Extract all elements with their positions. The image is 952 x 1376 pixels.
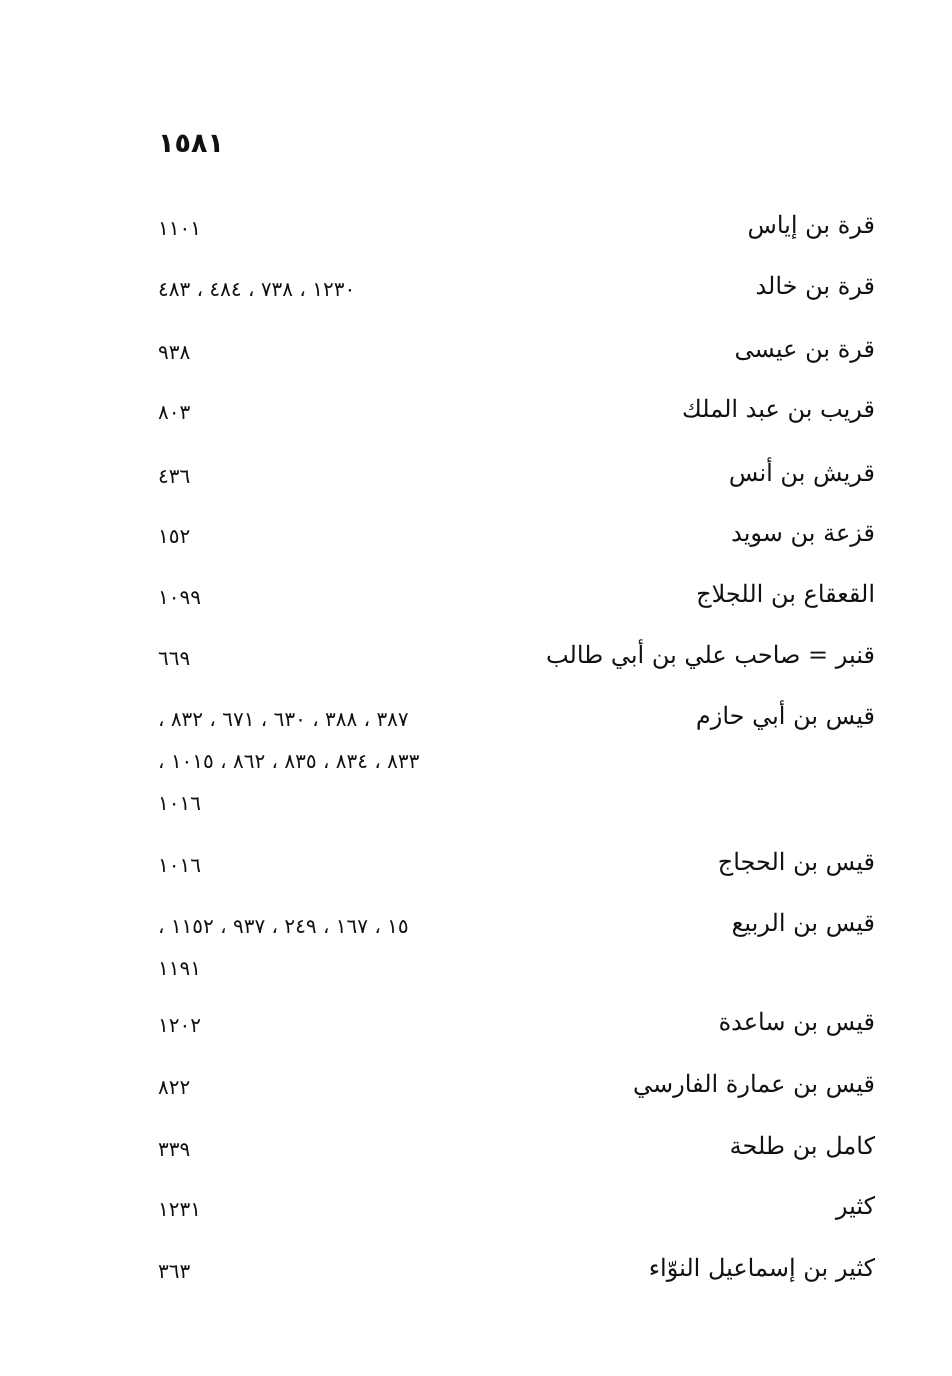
entry-ref-line: ٩٣٨ [158, 340, 191, 364]
entry-refs [158, 576, 503, 618]
entry-refs [158, 455, 503, 497]
entry-ref-line: ٣٨٧ ، ٣٨٨ ، ٦٣٠ ، ٦٧١ ، ٨٣٢ ، [158, 707, 409, 731]
entry-refs [158, 207, 503, 249]
entry-name: كامل بن طلحة [729, 1132, 875, 1160]
entry-ref-line: ١٠٩٩ [158, 585, 201, 609]
entry-name: قرة بن عيسى [734, 335, 875, 363]
entry-ref-line: ١٠١٦ [158, 791, 201, 815]
entry-refs [158, 1128, 503, 1170]
entry-refs [158, 637, 503, 679]
entry-refs [158, 1004, 503, 1046]
entry-name: قيس بن ساعدة [718, 1008, 875, 1036]
entry-name: قريب بن عبد الملك [682, 395, 875, 423]
entry-ref-line: ٨٣٣ ، ٨٣٤ ، ٨٣٥ ، ٨٦٢ ، ١٠١٥ ، [158, 749, 420, 773]
entry-ref-line: ١٢٠٢ [158, 1013, 201, 1037]
entry-ref-line: ٦٦٩ [158, 646, 191, 670]
entry-refs [158, 698, 503, 824]
entry-ref-line: ١٢٣٠ ، ٧٣٨ ، ٤٨٤ ، ٤٨٣ [158, 277, 356, 301]
entry-refs [158, 844, 503, 886]
entry-ref-line: ١٢٣١ [158, 1197, 201, 1221]
entry-name: القعقاع بن اللجلاج [696, 580, 875, 608]
entry-ref-line: ١٥٢ [158, 524, 191, 548]
entry-name: قنبر = صاحب علي بن أبي طالب [545, 641, 875, 669]
entry-name: قيس بن عمارة الفارسي [633, 1070, 875, 1098]
entry-name: قيس بن أبي حازم [695, 702, 875, 730]
entry-ref-line: ٨٠٣ [158, 400, 191, 424]
entry-refs [158, 391, 503, 433]
entry-name: قيس بن الحجاج [717, 848, 875, 876]
entry-ref-line: ١٥ ، ١٦٧ ، ٢٤٩ ، ٩٣٧ ، ١١٥٢ ، [158, 914, 409, 938]
entry-refs [158, 515, 503, 557]
entry-ref-line: ١١٩١ [158, 956, 201, 980]
entry-name: قيس بن الربيع [731, 909, 875, 937]
entry-refs [158, 1066, 503, 1108]
entry-ref-line: ٣٣٩ [158, 1137, 191, 1161]
entry-name: كثير بن إسماعيل النوّاء [648, 1254, 875, 1282]
entry-name: قزعة بن سويد [731, 519, 875, 547]
entry-refs [158, 905, 503, 989]
entry-name: قرة بن إياس [747, 211, 875, 239]
entry-name: كثير [835, 1192, 875, 1220]
entry-name: قرة بن خالد [755, 272, 875, 300]
entry-ref-line: ٨٢٢ [158, 1075, 191, 1099]
entry-refs [158, 268, 503, 310]
entry-refs [158, 331, 503, 373]
entry-refs [158, 1250, 503, 1292]
entry-ref-line: ٤٣٦ [158, 464, 191, 488]
page-number: ١٥٨١ [158, 128, 224, 159]
entry-ref-line: ١٠١٦ [158, 853, 201, 877]
entry-name: قريش بن أنس [728, 459, 875, 487]
entry-ref-line: ١١٠١ [158, 216, 201, 240]
entry-ref-line: ٣٦٣ [158, 1259, 191, 1283]
entry-refs [158, 1188, 503, 1230]
